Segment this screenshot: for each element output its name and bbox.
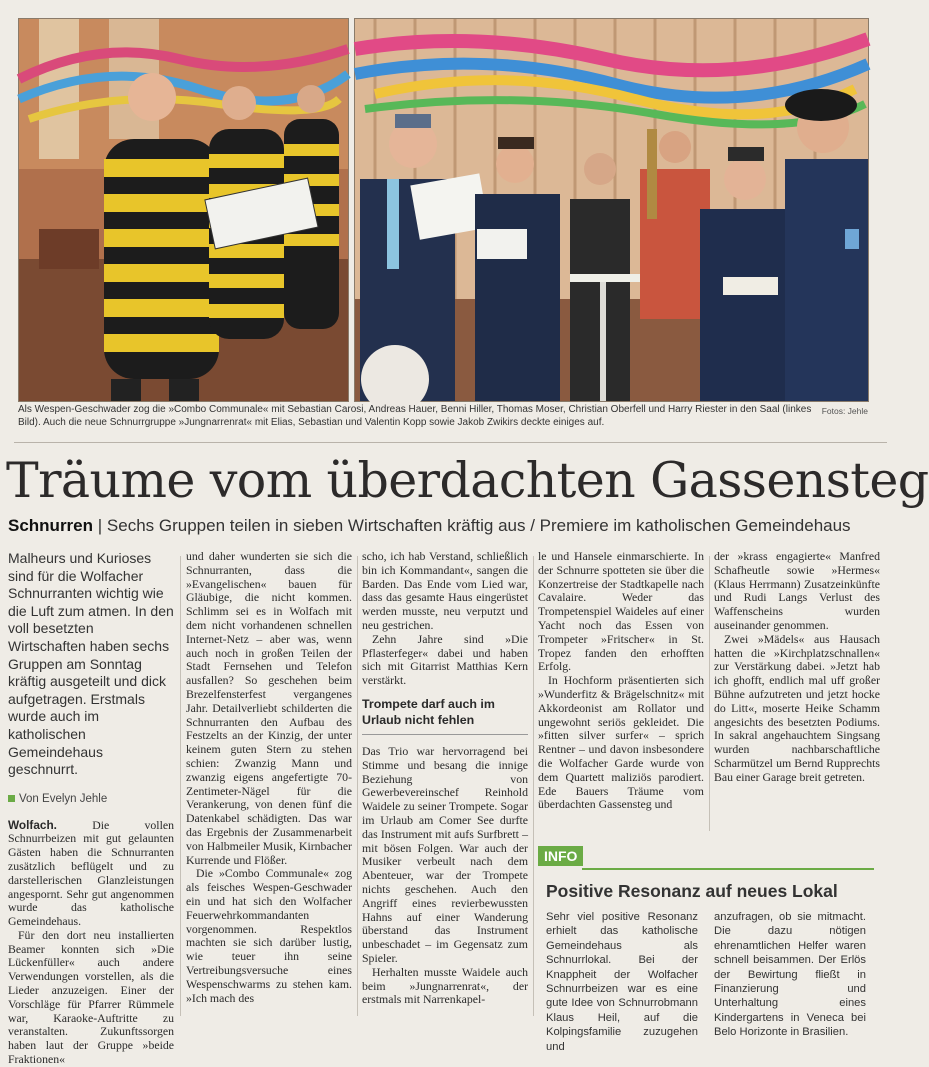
- column-separator: [357, 556, 358, 1016]
- article-column-4: [538, 550, 704, 840]
- info-column-2: anzufragen, ob sie mitmacht. Die dazu nötigen ehrenamtlichen Helfer waren schnell beisammen. Der Erlös der Bewirtung fließt in Finanzierung und Unterhaltung eines Kindergartens in Veneca bei Belo Horizonte in Brasilien.: [714, 911, 866, 1039]
- lead-paragraph: Malheurs und Kurioses sind für die Wolfacher Schnurranten wichtig wie die Luft zum atmen. In den voll besetzten Wirtschaften haben sechs Gruppen am Sonntag kräftig ausgeteilt und dick aufgetragen. Erstmals wurde auch im katholischen Gemeindehaus geschnurrt.: [8, 550, 174, 778]
- photo-wasp-band-image: [19, 19, 348, 401]
- column-separator: [533, 556, 534, 1016]
- headline: Träume vom überdachten Gassensteg: [6, 452, 929, 509]
- body-paragraph: le und Hansele einmarschierte. In der Schnurre spotteten sie über die Konzertreise der Stadtkapelle nach Cavalaire. Weder das Trompetenspiel Waideles auf einer Yacht noch das Essen von Trompeter »Fritscher« in St. Tropez fanden den erhofften Erfolg.: [538, 549, 704, 674]
- column-separator: [180, 556, 181, 1016]
- article-column-3: [362, 550, 528, 1020]
- article-column-2: [186, 550, 352, 1020]
- photo-jungnarrenrat-image: [355, 19, 868, 401]
- article-column-1: [8, 550, 174, 1067]
- author-line: [8, 793, 174, 807]
- body-paragraph: [8, 819, 174, 929]
- body-paragraph: scho, ich hab Verstand, schließlich bin ich Kommandant«, sangen die Barden. Das Ende vom Lied war, dass das gesamte Haus eingerüstet werden musste, neu verputzt und neu gestrichen.: [362, 549, 528, 632]
- info-badge: INFO: [538, 846, 583, 866]
- subheadline-text: | Sechs Gruppen teilen in sieben Wirtschaften kräftig aus / Premiere im katholischen Gemeindehaus: [97, 516, 851, 535]
- dateline: Wolfach.: [8, 817, 57, 832]
- body-paragraph: der »krass engagierte« Manfred Schafheutle sowie »Hermes« (Klaus Herrmann) Zusatzeinkünfte und Rudi Langs Verlust des Waffenscheins wurden auseinander genommen.: [714, 549, 880, 632]
- body-paragraph: Für den dort neu installierten Beamer konnten sich »Die Lückenfüller« auch andere Verwendungen vorstellen, als die Lieder anzuzeigen. Einer der Vorschläge für Pfarrer Rümmele war, Karaoke-Auftritte zu veranstalten. Zukunftssorgen haben laut der Gruppe »beide Fraktionen«: [8, 927, 174, 1067]
- author-name: Von Evelyn Jehle: [19, 792, 108, 805]
- info-rule: [582, 868, 874, 870]
- body-paragraph: und daher wunderten sie sich die Schnurranten, dass die »Evangelischen« bauen für Gläubige, die nicht kommen. Schlimm sei es in Wolfach mit dem nicht vorhandenen schnellen Internet-Netz – aber was, wenn auch noch in großen Teilen der Stadt Fernsehen und Telefon ausfallen? So geschehen beim Brezelfensterfest vergangenes Jahr. Detailverliebt schilderten die Schnurranten den Aufbau des Festzelts an der Kinzig, der unter keinem guten Stern zu stehen schien: Zwanzig Mann und zwanzig eigens angefertigte 70-Zentimeter-Nägel für die Verankerung, von denen fünf die Datenkabel schädigten. Das war das Ergebnis der Zusammenarbeit von Halbmeiler Musik, Kirnbacher Kurrende und Flößer.: [186, 549, 352, 867]
- info-column-1: Sehr viel positive Resonanz erhielt das katholische Gemeindehaus als Schnurrlokal. Bei der Knappheit der Wolfacher Schnurrbeizen war es eine gute Idee von Schnurrobmann Klaus Heil, auf die Kolpingsfamilie zuzugehen und: [546, 911, 698, 1053]
- body-paragraph: Die »Combo Communale« zog als feisches Wespen-Geschwader ein und hat sich den Wolfacher Feuerwehrkommandanten vorgenommen. Respektlos machten sie sich darüber lustig, wie teuer ihn seine Vertreibungsversuche eines Wespenschwarms zu stehen kam. »Ich mach des: [186, 866, 352, 1005]
- kicker: Schnurren: [8, 516, 94, 535]
- photo-jungnarrenrat: [354, 18, 869, 402]
- body-text: Die vollen Schnurrbeizen mit gut gelaunten Gästen haben die Schnurranten zusätzlich beflügelt und zu darstellerischen Glanzleistungen angespornt. Sehr gut angenommen wurde das katholische Gemeindehaus.: [8, 817, 174, 929]
- body-paragraph: In Hochform präsentierten sich »Wunderfitz & Brägelschnitz« mit Akkordeonist am Rollator und ungewohnt seriös gekleidet. Die »fitten silver surfer« – sprich Rentner – und davon insbesondere die Wolfacher Garde wurde von dem Quartett maliziös parodiert. Ede Bauers Träume vom überdachten Gassensteg und: [538, 673, 704, 812]
- photo-caption: [18, 403, 868, 429]
- article-column-5: [714, 550, 880, 840]
- divider: [14, 442, 887, 443]
- body-paragraph: Herhalten musste Waidele auch beim »Jungnarrenrat«, der erstmals mit Narrenkapel-: [362, 964, 528, 1007]
- body-paragraph: Das Trio war hervorragend bei Stimme und besang die innige Beziehung von Gewerbevereinschef Reinhold Waidele zu seiner Trompete. Sogar im Urlaub am Comer See durfte das Instrument mit aufs Surfbrett – mit bösen Folgen. War auch der Musiker verbeult nach dem Abenteuer, war der Trompete nichts geschehen. Auch den Angriff eines revierbewussten Hahns auf einer Wanderung überstand das Instrument unbeschadet – im Gegensatz zum Spieler.: [362, 743, 528, 965]
- photo-wasp-band: [18, 18, 349, 402]
- column-separator: [709, 556, 710, 831]
- square-bullet-icon: [8, 795, 15, 802]
- photo-caption-text: Als Wespen-Geschwader zog die »Combo Communale« mit Sebastian Carosi, Andreas Hauer, Benni Hiller, Thomas Moser, Christian Oberfell und Harry Riester in den Saal (linkes Bild). Auch die neue Schnurrgruppe »Jungnarrenrat« mit Elias, Sebastian und Valentin Kopp sowie Jakob Zwikirs deckte einiges auf.: [18, 404, 812, 428]
- info-box: [538, 846, 874, 1053]
- photo-credit: Fotos: Jehle: [821, 406, 868, 416]
- body-paragraph: Zwei »Mädels« aus Hausach hatten die »Kirchplatzschnallen« zur Verstärkung dabei. »Jetzt hab ich ghofft, endlich mal uff großer Bühne aufzutreten und jetzt hocke do Litt«, moserte Heike Schamm angesichts des besetzten Podiums. In sakral angehauchtem Singsang wurden nachbarschaftliche Scharmützel um Bernd Rupprechts Bau einer Garage breit getreten.: [714, 631, 880, 784]
- intertitle: Trompete darf auch im Urlaub nicht fehlen: [362, 696, 528, 735]
- subheadline: [8, 516, 893, 536]
- body-paragraph: Zehn Jahre sind »Die Pflasterfeger« dabei und haben sich mit Gitarrist Matthias Kern verstärkt.: [362, 631, 528, 688]
- info-title: Positive Resonanz auf neues Lokal: [546, 881, 838, 901]
